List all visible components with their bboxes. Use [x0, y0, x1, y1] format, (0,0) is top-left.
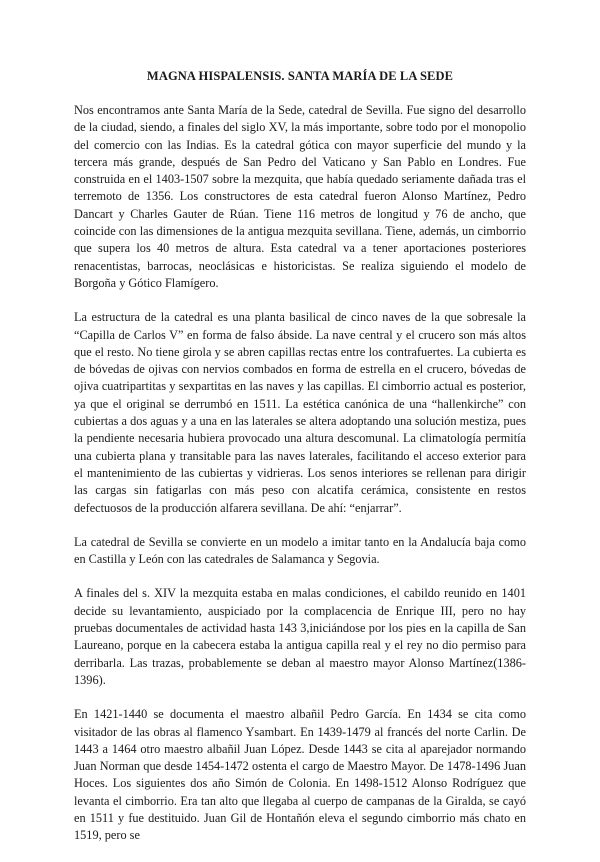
- paragraph-model: La catedral de Sevilla se convierte en un modelo a imitar tanto en la Andalucía baja como en Castilla y León con las catedrales de Salamanca y Segovia.: [74, 534, 526, 567]
- document-title: MAGNA HISPALENSIS. SANTA MARÍA DE LA SEDE: [146, 69, 454, 83]
- paragraph-builders: En 1421-1440 se documenta el maestro albañil Pedro García. En 1434 se cita como visitador de las obras al flamenco Ysambart. En 1439-1479 al francés del norte Carlin. De 1443 a 1464 otro maestro albañil Juan López. Desde 1443 se cita al aparejador normando Juan Norman que desde 1454-1472 ostenta el cargo de Maestro Mayor. De 1478-1496 Juan Hoces. Los siguientes dos año Simón de Colonia. En 1498-1512 Alonso Rodríguez que levanta el cimborrio. Era tan alto que llegaba al cuerpo de campanas de la Giralda, se cayó en 1511 y fue destituido. Juan Gil de Hontañón eleva el segundo cimborrio más chato en 1519, pero se: [74, 707, 526, 843]
- document-page: [74, 68, 526, 862]
- paragraph-intro: Nos encontramos ante Santa María de la Sede, catedral de Sevilla. Fue signo del desarrollo de la ciudad, siendo, a finales del siglo XV, la más importante, sobre todo por el monopolio del comercio con las Indias. Es la catedral gótica con mayor superficie del mundo y la tercera más grande, después de San Pedro del Vaticano y San Pablo en Londres. Fue construida en el 1403-1507 sobre la mezquita, que había quedado seriamente dañada tras el terremoto de 1356. Los constructores de esta catedral fueron Alonso Martínez, Pedro Dancart y Charles Gauter de Rúan. Tiene 116 metros de longitud y 76 de ancho, que coincide con las dimensiones de la antigua mezquita sevillana. Tiene, además, un cimborrio que supera los 40 metros de altura. Esta catedral va a tener aportaciones posteriores renacentistas, barrocas, neoclásicas e historicistas. Se realiza siguiendo el modelo de Borgoña y Gótico Flamígero.: [74, 103, 526, 290]
- paragraph-history: A finales del s. XIV la mezquita estaba en malas condiciones, el cabildo reunido en 1401 decide su levantamiento, auspiciado por la complacencia de Enrique III, pero no hay pruebas documentales de actividad hasta 143 3,iniciándose por los pies en la capilla de San Laureano, porque en la cabecera estaba la antigua capilla real y el rey no dio permiso para derribarla. Las trazas, probablemente se deban al maestro mayor Alonso Martínez(1386-1396).: [74, 586, 526, 687]
- paragraph-structure: La estructura de la catedral es una planta basilical de cinco naves de la que sobresale la “Capilla de Carlos V” en forma de falso ábside. La nave central y el crucero son más altos que el resto. No tiene girola y se abren capillas rectas entre los contrafuertes. La cubierta es de bóvedas de ojivas con nervios combados en forma de estrella en el crucero, bóvedas de ojiva cuatripartitas y sexpartitas en las naves y las capillas. El cimborrio actual es posterior, ya que el original se derrumbó en 1511. La estética canónica de una “hallenkirche” con cubiertas a dos aguas y a una en las laterales se altera adoptando una solución mestiza, pues la pendiente necesaria hubiera provocado una altura descomunal. La climatología permitía una cubierta plana y transitable para las naves laterales, facilitando el acceso exterior para el mantenimiento de las cubiertas y vidrieras. Los senos interiores se rellenan para dirigir las cargas sin fatigarlas con más peso con alcatifa cerámica, consistente en restos defectuosos de la producción alfarera sevillana. De ahí: “enjarrar”.: [74, 310, 526, 515]
